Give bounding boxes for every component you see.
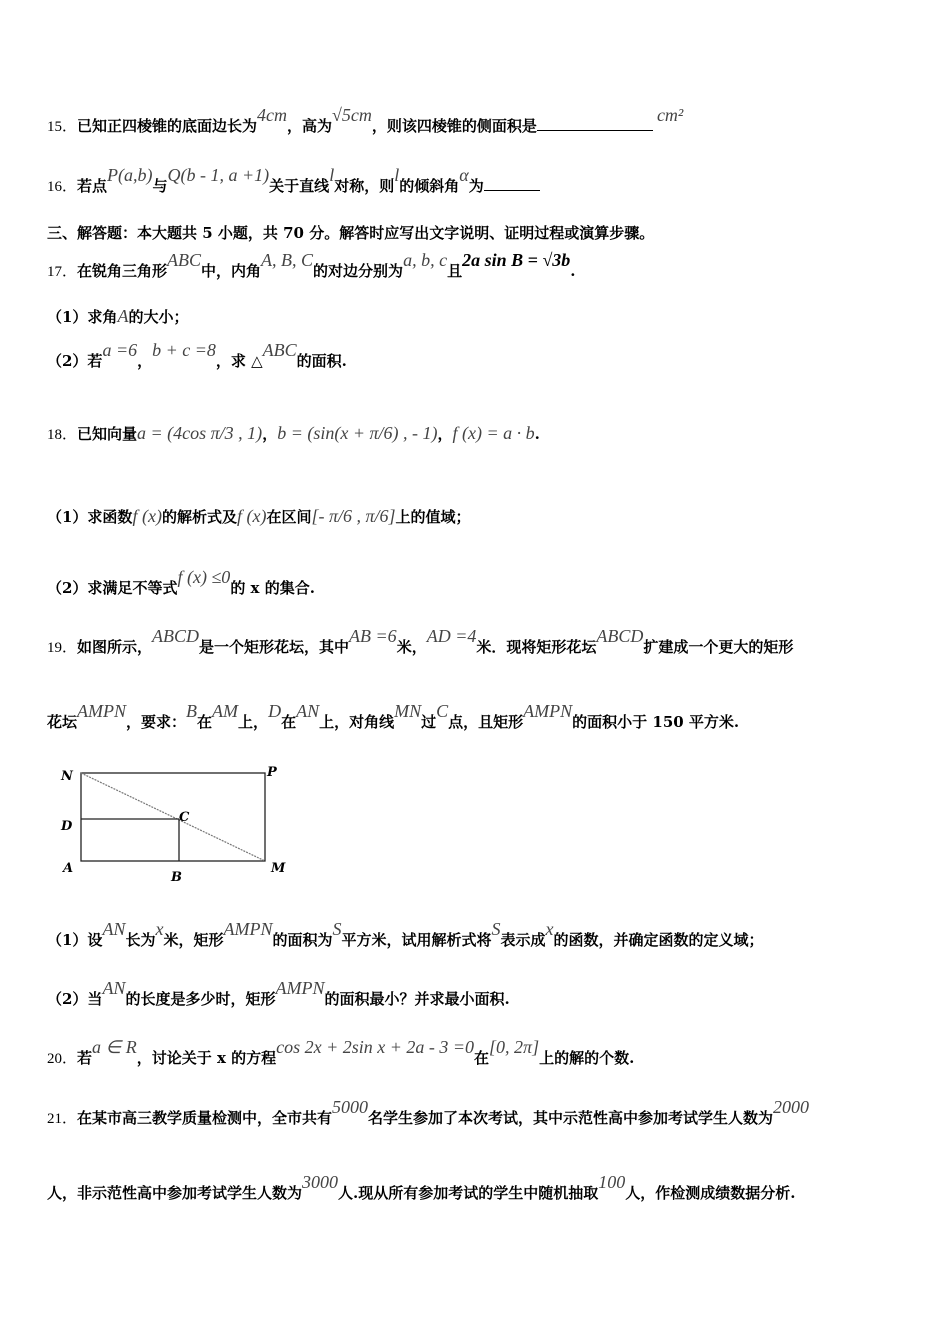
q18-part-2 — [47, 567, 315, 598]
q17-text: . — [570, 262, 576, 280]
answer-blank — [537, 116, 653, 131]
q16-math-l: l — [394, 165, 400, 185]
q17-text: 且 — [447, 262, 463, 280]
q19-math: ABCD — [152, 626, 200, 646]
q17-math: b + c =8 — [152, 340, 216, 360]
q20-math-interval: [0, 2π] — [489, 1037, 540, 1057]
q19-part1-text: 米，矩形 — [163, 931, 224, 949]
q18-math-function: f (x) = a · b — [452, 423, 535, 443]
q18-number: 18． — [47, 427, 78, 443]
q16-text: 若点 — [77, 177, 108, 195]
q17-math: A, B, C — [261, 250, 314, 270]
q16-math-point-p: P(a,b) — [107, 165, 153, 185]
q17-part2-text: ， — [137, 352, 153, 370]
q19-text: ，要求： — [126, 713, 187, 731]
q17-part2-text: （2）若 — [47, 352, 103, 370]
q19-math: D — [268, 701, 282, 721]
q19-number: 19． — [47, 640, 78, 656]
q19-text: 过 — [421, 713, 437, 731]
q20-number: 20． — [47, 1051, 78, 1067]
q20-text: 若 — [77, 1049, 93, 1067]
q20-text: 上的解的个数. — [539, 1049, 635, 1067]
question-19-line-2 — [47, 701, 740, 732]
q19-math: AN — [102, 919, 126, 939]
q21-text: 人.现从所有参加考试的学生中随机抽取 — [338, 1184, 599, 1202]
q20-math-equation: cos 2x + 2sin x + 2a - 3 =0 — [276, 1037, 475, 1057]
q21-text: 名学生参加了本次考试，其中示范性高中参加考试学生人数为 — [368, 1109, 774, 1127]
q18-part2-text: （2）求满足不等式 — [47, 579, 178, 597]
q15-text: 已知正四棱锥的底面边长为 — [77, 117, 258, 135]
q17-part2-text: ，求 △ — [215, 352, 263, 370]
q19-text: 上， — [238, 713, 269, 731]
q19-text: 扩建成一个更大的矩形 — [643, 638, 794, 656]
question-20 — [47, 1037, 635, 1068]
q18-math: f (x) ≤0 — [177, 567, 231, 587]
q19-math: AN — [102, 978, 126, 998]
q19-math: AMPN — [223, 919, 273, 939]
q19-text: 米， — [396, 638, 427, 656]
q19-part1-text: 长为 — [125, 931, 156, 949]
q17-part1-text: 的大小； — [128, 308, 189, 326]
q18-part-1 — [47, 506, 471, 527]
q21-text: 人，作检测成绩数据分析. — [625, 1184, 796, 1202]
q19-part-2 — [47, 978, 510, 1009]
q16-text: 对称，则 — [334, 177, 395, 195]
figure-label-p: P — [267, 765, 277, 780]
q16-math-l: l — [329, 165, 335, 185]
q17-math: A — [117, 306, 129, 326]
q18-part2-text: 的 x 的集合. — [230, 579, 315, 597]
q19-math: x — [155, 919, 164, 939]
q19-math: AN — [296, 701, 320, 721]
q19-text: 点，且矩形 — [448, 713, 524, 731]
q15-math-height: √5cm — [332, 105, 372, 125]
q19-math: MN — [394, 701, 422, 721]
q17-math: a =6 — [102, 340, 138, 360]
question-17 — [47, 250, 576, 281]
q20-text: ，讨论关于 x 的方程 — [136, 1049, 277, 1067]
q21-math: 3000 — [302, 1172, 339, 1192]
q17-math: ABC — [167, 250, 202, 270]
q19-part-1 — [47, 919, 764, 950]
q19-math: S — [491, 919, 501, 939]
q18-math-vector-b: b = (sin(x + π/6) , - 1) — [277, 423, 438, 443]
q18-part1-text: 上的值域； — [395, 508, 471, 526]
q19-math: x — [545, 919, 554, 939]
q17-text: 的对边分别为 — [313, 262, 404, 280]
q19-part2-text: （2）当 — [47, 990, 103, 1008]
q19-math: AD =4 — [426, 626, 477, 646]
q19-part1-text: （1）设 — [47, 931, 103, 949]
q17-text: 中，内角 — [201, 262, 262, 280]
q18-text: ， — [262, 425, 278, 443]
q21-math: 2000 — [773, 1097, 810, 1117]
q19-math: AB =6 — [349, 626, 397, 646]
q17-part-1 — [47, 306, 188, 327]
question-18 — [47, 423, 540, 444]
question-21 — [47, 1097, 810, 1128]
q21-math: 100 — [598, 1172, 626, 1192]
answer-blank — [484, 176, 540, 191]
q17-part-2 — [47, 340, 347, 371]
q17-math-equation: 2a sin B = √3b — [462, 250, 571, 270]
q18-part1-text: （1）求函数 — [47, 508, 133, 526]
q19-text: 花坛 — [47, 713, 78, 731]
q19-math: AMPN — [275, 978, 325, 998]
q19-text: 在 — [281, 713, 297, 731]
figure-label-c: C — [179, 810, 190, 825]
q18-part1-text: 的解析式及 — [161, 508, 237, 526]
q19-math: S — [332, 919, 342, 939]
q18-text: 已知向量 — [77, 425, 138, 443]
q21-math: 5000 — [332, 1097, 369, 1117]
q16-math-alpha: α — [459, 165, 469, 185]
q16-text: 的倾斜角 — [399, 177, 460, 195]
q19-text: 如图所示， — [77, 638, 153, 656]
q19-math: AMPN — [523, 701, 573, 721]
q18-math: f (x) — [236, 506, 267, 526]
q19-part1-text: 的函数，并确定函数的定义域； — [553, 931, 764, 949]
q15-math-side: 4cm — [257, 105, 288, 125]
q19-part2-text: 的面积最小？并求最小面积. — [324, 990, 510, 1008]
q18-math-interval: [- π/6 , π/6] — [311, 506, 396, 526]
q16-text: 关于直线 — [269, 177, 330, 195]
q17-math: a, b, c — [403, 250, 448, 270]
q19-part1-text: 平方米，试用解析式将 — [341, 931, 492, 949]
q19-math: B — [186, 701, 198, 721]
q16-number: 16． — [47, 179, 78, 195]
q21-text: 人，非示范性高中参加考试学生人数为 — [47, 1184, 303, 1202]
q16-text: 与 — [152, 177, 168, 195]
q19-text: 的面积小于 150 平方米. — [572, 713, 740, 731]
q15-number: 15． — [47, 119, 78, 135]
q15-text: ，高为 — [287, 117, 333, 135]
figure-diagonal-mn — [81, 773, 265, 861]
q17-part2-text: 的面积. — [296, 352, 347, 370]
q17-math: ABC — [262, 340, 297, 360]
figure-label-d: D — [61, 819, 73, 834]
figure-label-n: N — [61, 769, 73, 784]
q16-text: 为 — [468, 177, 484, 195]
q18-math: f (x) — [132, 506, 162, 526]
q18-part1-text: 在区间 — [266, 508, 312, 526]
q21-number: 21． — [47, 1111, 78, 1127]
question-15 — [47, 105, 684, 136]
q19-part2-text: 的长度是多少时，矩形 — [125, 990, 276, 1008]
q17-text: 在锐角三角形 — [77, 262, 168, 280]
q19-part1-text: 的面积为 — [272, 931, 333, 949]
q19-math: AMPN — [77, 701, 127, 721]
q19-math: ABCD — [596, 626, 644, 646]
q19-math: AM — [212, 701, 239, 721]
rectangle-figure — [55, 760, 305, 885]
q19-text: 米．现将矩形花坛 — [476, 638, 597, 656]
q20-text: 在 — [474, 1049, 490, 1067]
q15-unit: cm² — [656, 105, 684, 125]
q19-text: 在 — [197, 713, 213, 731]
q17-number: 17． — [47, 264, 78, 280]
question-21-line-2 — [47, 1172, 796, 1203]
q19-part1-text: 表示成 — [500, 931, 546, 949]
q16-math-point-q: Q(b - 1, a +1) — [167, 165, 270, 185]
figure-label-b: B — [171, 870, 182, 885]
figure-label-m: M — [271, 861, 286, 876]
q18-math-vector-a: a = (4cos π/3 , 1) — [137, 423, 263, 443]
figure-label-a: A — [63, 861, 74, 876]
q17-part1-text: （1）求角 — [47, 308, 118, 326]
q19-text: 是一个矩形花坛，其中 — [199, 638, 350, 656]
q20-math: a ∈ R — [92, 1037, 137, 1057]
question-16 — [47, 165, 540, 196]
question-19 — [47, 626, 794, 657]
q15-text: ，则该四棱锥的侧面积是 — [371, 117, 537, 135]
q19-text: 上，对角线 — [319, 713, 395, 731]
q21-text: 在某市高三教学质量检测中，全市共有 — [77, 1109, 333, 1127]
section-heading: 三、解答题：本大题共 5 小题，共 70 分。解答时应写出文字说明、证明过程或演算步骤。 — [47, 224, 655, 242]
q19-math: C — [436, 701, 449, 721]
q18-text: ， — [437, 425, 453, 443]
q18-text: . — [534, 425, 540, 443]
